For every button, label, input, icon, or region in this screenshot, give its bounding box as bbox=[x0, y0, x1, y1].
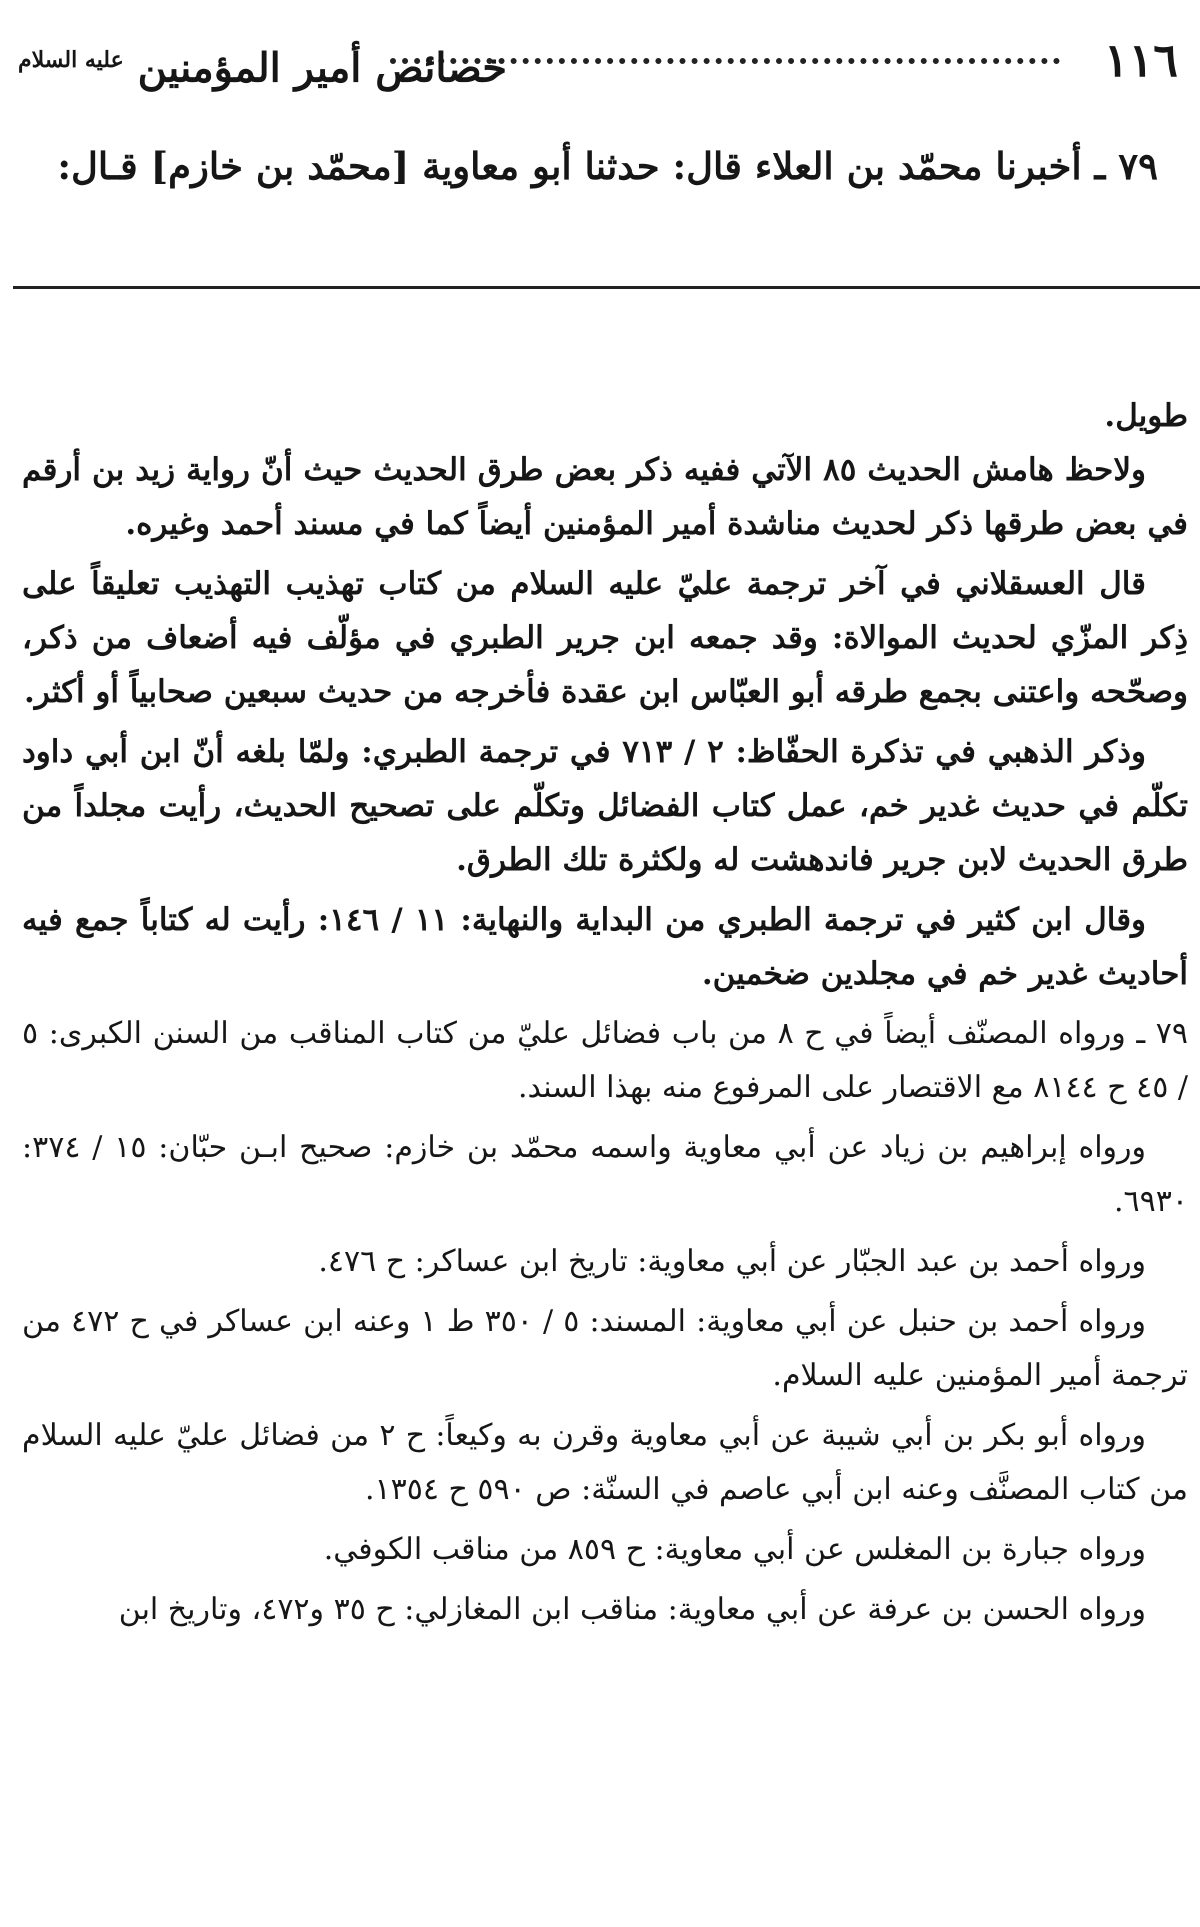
running-title bbox=[18, 28, 507, 100]
footnote-paragraph: قال العسقلاني في آخر ترجمة عليّ عليه السلام من كتاب تهذيب التهذيب تعليقاً على ذِكر المزّي لحديث الموالاة: وقد جمعه ابن جرير الطبري في مؤلّف فيه أضعاف من ذكر، وصحّحه واعتنى بجمع طرقه أبو العبّاس ابن عقدة فأخرجه من حديث سبعين صحابياً أو أكثر. bbox=[22, 566, 1188, 710]
footnote-paragraph: ورواه الحسن بن عرفة عن أبي معاوية: مناقب ابن المغازلي: ح ٣٥ و٤٧٢، وتاريخ ابن bbox=[118, 1592, 1146, 1627]
footnote-paragraph: وذكر الذهبي في تذكرة الحفّاظ: ٢ / ٧١٣ في ترجمة الطبري: ولمّا بلغه أنّ ابن أبي داود تكلّم في حديث غدير خم، عمل كتاب الفضائل وتكلّم على تصحيح الحديث، رأيت مجلداً من طرق الحديث لابن جرير فاندهشت له ولكثرة تلك الطرق. bbox=[22, 734, 1188, 878]
footnote-paragraph: ورواه إبراهيم بن زياد عن أبي معاوية واسمه محمّد بن خازم: صحيح ابـن حبّان: ١٥ / ٣٧٤: ٦٩٣٠. bbox=[22, 1130, 1188, 1219]
footnote-paragraph: طويل. bbox=[1104, 398, 1188, 434]
footnotes-block bbox=[22, 389, 1188, 1637]
footnote-paragraph: ورواه أحمد بن حنبل عن أبي معاوية: المسند: ٥ / ٣٥٠ ط ١ وعنه ابن عساكر في ح ٤٧٢ من ترجمة أمير المؤمنين عليه السلام. bbox=[22, 1304, 1188, 1393]
footnote-paragraph: ولاحظ هامش الحديث ٨٥ الآتي ففيه ذكر بعض طرق الحديث حيث أنّ رواية زيد بن أرقم في بعض طرقها ذكر لحديث مناشدة أمير المؤمنين أيضاً كما في مسند أحمد وغيره. bbox=[22, 452, 1188, 542]
blessing-formula: عليه السلام bbox=[18, 47, 124, 73]
running-header bbox=[18, 28, 1178, 92]
footnote-paragraph: ورواه أبو بكر بن أبي شيبة عن أبي معاوية وقرن به وكيعاً: ح ٢ من فضائل عليّ عليه السلام من كتاب المصنَّف وعنه ابن أبي عاصم في السنّة: ص ٥٩٠ ح ١٣٥٤. bbox=[22, 1418, 1188, 1507]
page-number: ١١٦ bbox=[1103, 33, 1178, 87]
main-text-line: ٧٩ ـ أخبرنا محمّد بن العلاء قال: حدثنا أبو معاوية [محمّد بن خازم] قـال: bbox=[57, 144, 1158, 188]
footnote-separator-rule bbox=[13, 286, 1200, 289]
footnote-paragraph: ورواه أحمد بن عبد الجبّار عن أبي معاوية: تاريخ ابن عساكر: ح ٤٧٦. bbox=[318, 1244, 1146, 1279]
footnote-paragraph: ورواه جبارة بن المغلس عن أبي معاوية: ح ٨٥٩ من مناقب الكوفي. bbox=[323, 1532, 1146, 1567]
footnote-paragraph: وقال ابن كثير في ترجمة الطبري من البداية والنهاية: ١١ / ١٤٦: رأيت له كتاباً جمع فيه أحاديث غدير خم في مجلدين ضخمين. bbox=[22, 902, 1188, 992]
footnote-paragraph: ٧٩ ـ ورواه المصنّف أيضاً في ح ٨ من باب فضائل عليّ من كتاب المناقب من السنن الكبرى: ٥ / ٤٥ ح ٨١٤٤ مع الاقتصار على المرفوع منه بهذا السند. bbox=[22, 1016, 1188, 1105]
running-title-text: خصائص أمير المؤمنين bbox=[137, 44, 508, 92]
